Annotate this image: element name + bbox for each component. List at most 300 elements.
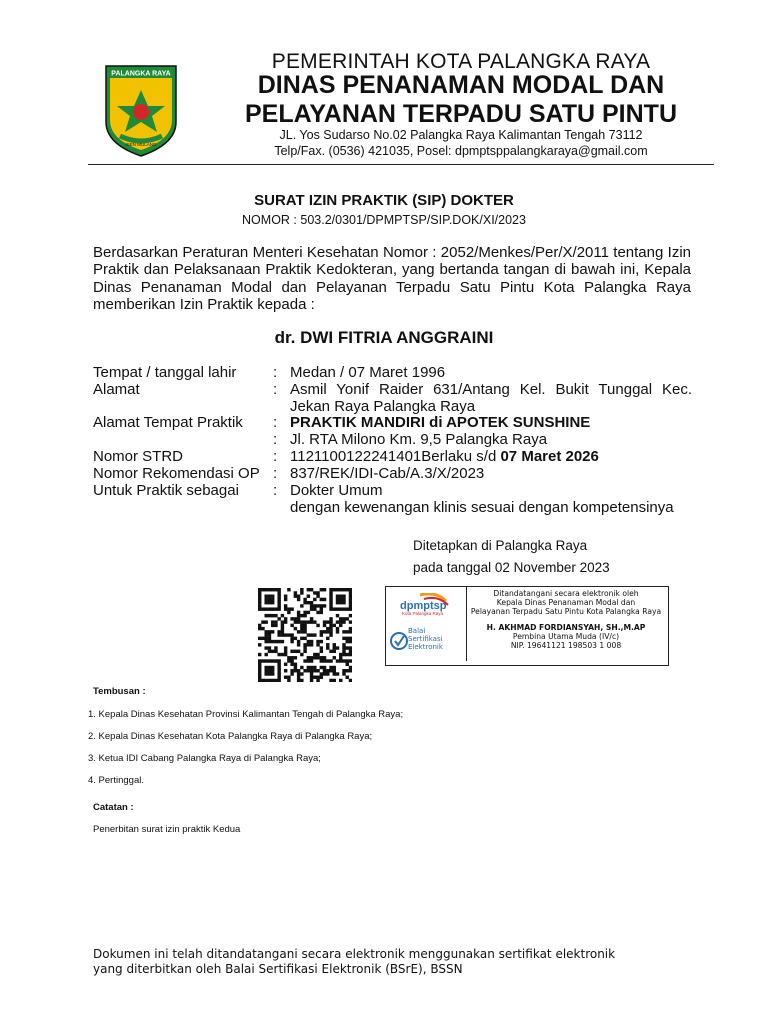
cc-title: Tembusan : [93, 686, 146, 697]
qr-module [277, 604, 280, 607]
qr-module [313, 620, 316, 623]
qr-module [333, 646, 336, 649]
qr-module [268, 614, 271, 617]
qr-module [349, 591, 352, 594]
qr-module [303, 643, 306, 646]
qr-module [264, 679, 267, 682]
qr-module [268, 598, 271, 601]
qr-module [284, 669, 287, 672]
qr-module [274, 640, 277, 643]
qr-module [271, 601, 274, 604]
qr-module [290, 617, 293, 620]
qr-module [258, 624, 261, 627]
qr-module [320, 646, 323, 649]
qr-module [323, 588, 326, 591]
qr-module [303, 620, 306, 623]
qr-module [258, 598, 261, 601]
qr-module [323, 656, 326, 659]
detail-value: Medan / 07 Maret 1996 [290, 364, 446, 381]
qr-module [336, 614, 339, 617]
qr-module [346, 659, 349, 662]
qr-module [268, 650, 271, 653]
qr-module [290, 672, 293, 675]
office-name-line1: DINAS PENANAMAN MODAL DAN [257, 71, 665, 99]
qr-module [300, 666, 303, 669]
qr-module [300, 604, 303, 607]
qr-module [300, 679, 303, 682]
qr-module [303, 598, 306, 601]
dpmptsp-logo-subtext: Kota Palangka Raya [402, 611, 444, 616]
qr-module [320, 656, 323, 659]
qr-module [329, 624, 332, 627]
qr-module [277, 617, 280, 620]
qr-code [258, 588, 352, 682]
qr-module [277, 630, 280, 633]
qr-module [333, 588, 336, 591]
qr-module [320, 604, 323, 607]
dpmptsp-logo-text: dpmptsp [400, 600, 447, 612]
logo-bottom-text: ISEN MULANG [125, 142, 157, 147]
qr-module [268, 594, 271, 597]
qr-module [307, 611, 310, 614]
detail-label: Nomor STRD [93, 448, 184, 465]
qr-module [316, 643, 319, 646]
qr-module [258, 666, 261, 669]
qr-module [346, 653, 349, 656]
qr-module [274, 646, 277, 649]
qr-module [346, 646, 349, 649]
qr-module [284, 604, 287, 607]
qr-module [294, 594, 297, 597]
qr-module [310, 643, 313, 646]
qr-module [310, 672, 313, 675]
qr-module [333, 656, 336, 659]
qr-module [258, 672, 261, 675]
qr-module [294, 669, 297, 672]
strd-valid-date: 07 Maret 2026 [500, 448, 599, 465]
qr-module [261, 588, 264, 591]
qr-module [326, 637, 329, 640]
qr-module [303, 637, 306, 640]
qr-module [320, 672, 323, 675]
qr-module [290, 633, 293, 636]
qr-module [281, 614, 284, 617]
qr-module [349, 607, 352, 610]
qr-module [297, 617, 300, 620]
office-address: JL. Yos Sudarso No.02 Palangka Raya Kalimantan Tengah 73112 [279, 128, 643, 142]
signer-rank: Pembina Utama Muda (IV/c) [512, 631, 620, 641]
qr-module [258, 607, 261, 610]
office-name-line2: PELAYANAN TERPADU SATU PINTU [245, 100, 677, 128]
qr-module [264, 601, 267, 604]
qr-module [346, 588, 349, 591]
qr-module [339, 617, 342, 620]
qr-module [290, 624, 293, 627]
signature-details [466, 587, 665, 661]
qr-module [320, 611, 323, 614]
detail-label: Nomor Rekomendasi OP [93, 465, 260, 482]
qr-module [268, 679, 271, 682]
qr-module [297, 650, 300, 653]
qr-module [303, 669, 306, 672]
dpmptsp-logo [390, 593, 462, 617]
qr-module [310, 659, 313, 662]
qr-module [271, 607, 274, 610]
qr-module [307, 666, 310, 669]
qr-module [349, 640, 352, 643]
qr-module [297, 643, 300, 646]
qr-module [264, 620, 267, 623]
qr-module [336, 601, 339, 604]
qr-module [339, 588, 342, 591]
qr-module [320, 630, 323, 633]
qr-module [336, 627, 339, 630]
qr-module [339, 653, 342, 656]
bse-label-line: Sertifikasi [408, 635, 443, 643]
qr-module [342, 601, 345, 604]
qr-module [339, 594, 342, 597]
qr-module [303, 646, 306, 649]
qr-module [264, 672, 267, 675]
qr-module [287, 679, 290, 682]
qr-module [274, 614, 277, 617]
qr-module [268, 659, 271, 662]
qr-module [310, 676, 313, 679]
qr-module [271, 598, 274, 601]
qr-module [294, 666, 297, 669]
qr-module [264, 659, 267, 662]
qr-module [264, 633, 267, 636]
qr-module [300, 637, 303, 640]
esign-line: Kepala Dinas Penanaman Modal dan [496, 598, 636, 608]
qr-module [339, 624, 342, 627]
qr-module [349, 666, 352, 669]
qr-module [316, 653, 319, 656]
intro-paragraph: Berdasarkan Peraturan Menteri Kesehatan Nomor : 2052/Menkes/Per/X/2011 tentang Izin Praktik dan Pelaksanaan Praktik Kedokteran, yang bertanda tangan di bawah ini, Kepala Dinas Penanaman Modal dan Pelayanan Terpadu Satu Pintu Kota Palangka Raya memberikan Izin Praktik kepada : [93, 244, 691, 313]
qr-module [303, 630, 306, 633]
detail-label: Alamat [93, 381, 140, 398]
qr-module [294, 620, 297, 623]
qr-module [323, 604, 326, 607]
detail-colon: : [273, 414, 278, 431]
qr-module [323, 624, 326, 627]
qr-module [349, 653, 352, 656]
qr-module [268, 672, 271, 675]
detail-colon: : [273, 364, 278, 381]
qr-module [336, 659, 339, 662]
qr-module [290, 669, 293, 672]
qr-module [277, 633, 280, 636]
logo-top-text: PALANGKA RAYA [111, 70, 171, 78]
qr-module [277, 591, 280, 594]
qr-module [290, 659, 293, 662]
qr-module [342, 646, 345, 649]
qr-module [333, 643, 336, 646]
qr-module [342, 650, 345, 653]
qr-module [329, 659, 332, 662]
qr-module [281, 630, 284, 633]
qr-module [342, 643, 345, 646]
qr-module [320, 598, 323, 601]
qr-module [310, 640, 313, 643]
qr-module [258, 627, 261, 630]
cc-item: 4. Pertinggal. [88, 775, 144, 786]
qr-module [346, 637, 349, 640]
qr-module [258, 588, 261, 591]
qr-module [261, 607, 264, 610]
cc-item: 3. Ketua IDI Cabang Palangka Raya di Palangka Raya; [88, 753, 321, 764]
qr-module [336, 672, 339, 675]
qr-module [336, 588, 339, 591]
qr-module [349, 679, 352, 682]
qr-module [297, 620, 300, 623]
qr-module [258, 659, 261, 662]
qr-module [297, 630, 300, 633]
qr-module [264, 607, 267, 610]
qr-module [290, 640, 293, 643]
letterhead-divider [88, 164, 714, 165]
qr-module [329, 633, 332, 636]
qr-module [277, 588, 280, 591]
document-number: NOMOR : 503.2/0301/DPMPTSP/SIP.DOK/XI/2023 [242, 213, 526, 227]
qr-module [287, 633, 290, 636]
qr-module [313, 591, 316, 594]
detail-value: Asmil Yonif Raider 631/Antang Kel. Bukit Tunggal Kec. Jekan Raya Palangka Raya [290, 381, 692, 415]
qr-module [284, 663, 287, 666]
qr-module [271, 588, 274, 591]
qr-module [333, 666, 336, 669]
qr-module [320, 633, 323, 636]
qr-module [326, 643, 329, 646]
qr-module [310, 669, 313, 672]
qr-module [307, 640, 310, 643]
qr-module [323, 666, 326, 669]
qr-module [268, 588, 271, 591]
qr-module [258, 601, 261, 604]
qr-module [349, 630, 352, 633]
qr-module [264, 630, 267, 633]
qr-module [297, 669, 300, 672]
qr-module [310, 617, 313, 620]
qr-module [271, 666, 274, 669]
qr-module [346, 630, 349, 633]
qr-module [268, 630, 271, 633]
detail-value-strd [290, 448, 692, 465]
qr-module [290, 650, 293, 653]
qr-module [268, 633, 271, 636]
qr-module [307, 659, 310, 662]
qr-module [271, 669, 274, 672]
qr-module [320, 666, 323, 669]
qr-module [316, 640, 319, 643]
qr-module [297, 676, 300, 679]
qr-module [316, 591, 319, 594]
qr-module [290, 656, 293, 659]
qr-module [303, 614, 306, 617]
qr-module [281, 620, 284, 623]
note-text: Penerbitan surat izin praktik Kedua [93, 824, 241, 835]
bse-label-line: Elektronik [408, 643, 443, 651]
qr-module [342, 630, 345, 633]
qr-module [342, 653, 345, 656]
qr-module [258, 604, 261, 607]
qr-module [339, 601, 342, 604]
qr-module [329, 650, 332, 653]
qr-module [281, 624, 284, 627]
qr-module [303, 624, 306, 627]
qr-module [316, 611, 319, 614]
qr-module [316, 679, 319, 682]
qr-module [313, 669, 316, 672]
qr-module [274, 650, 277, 653]
qr-module [274, 588, 277, 591]
detail-colon: : [273, 431, 278, 448]
qr-module [303, 611, 306, 614]
qr-module [258, 594, 261, 597]
qr-module [323, 630, 326, 633]
footer-line: yang diterbitkan oleh Balai Sertifikasi Elektronik (BSrE), BSSN [93, 962, 463, 976]
qr-module [261, 637, 264, 640]
detail-colon: : [273, 482, 278, 499]
qr-module [320, 588, 323, 591]
qr-module [313, 676, 316, 679]
qr-module [268, 601, 271, 604]
qr-module [300, 614, 303, 617]
qr-module [320, 640, 323, 643]
qr-module [271, 614, 274, 617]
qr-module [271, 594, 274, 597]
qr-module [349, 614, 352, 617]
detail-value: Dokter Umum [290, 482, 383, 499]
qr-module [300, 624, 303, 627]
qr-module [281, 627, 284, 630]
qr-module [336, 646, 339, 649]
esign-line: Pelayanan Terpadu Satu Pintu Kota Palangka Raya [470, 607, 662, 617]
qr-module [329, 588, 332, 591]
qr-module [349, 620, 352, 623]
note-title: Catatan : [93, 802, 134, 813]
qr-module [290, 637, 293, 640]
signer-name: H. AKHMAD FORDIANSYAH, SH.,M.AP [486, 622, 646, 632]
qr-module [297, 594, 300, 597]
document-title: SURAT IZIN PRAKTIK (SIP) DOKTER [254, 192, 514, 209]
qr-module [290, 607, 293, 610]
qr-module [336, 598, 339, 601]
qr-module [300, 627, 303, 630]
qr-module [274, 620, 277, 623]
qr-module [313, 653, 316, 656]
qr-module [342, 659, 345, 662]
qr-module [316, 594, 319, 597]
qr-module [268, 646, 271, 649]
qr-module [297, 614, 300, 617]
qr-module [307, 620, 310, 623]
qr-module [277, 659, 280, 662]
qr-module [277, 653, 280, 656]
qr-module [277, 607, 280, 610]
qr-module [320, 650, 323, 653]
issued-date: pada tanggal 02 November 2023 [413, 560, 610, 575]
qr-module [320, 659, 323, 662]
qr-module [349, 601, 352, 604]
qr-module [326, 627, 329, 630]
qr-module [316, 669, 319, 672]
qr-module [300, 588, 303, 591]
qr-module [264, 646, 267, 649]
qr-module [264, 588, 267, 591]
qr-module [320, 676, 323, 679]
qr-module [294, 591, 297, 594]
qr-module [342, 594, 345, 597]
qr-module [310, 588, 313, 591]
qr-module [336, 630, 339, 633]
qr-module [329, 669, 332, 672]
qr-module [281, 653, 284, 656]
qr-module [297, 640, 300, 643]
qr-module [346, 617, 349, 620]
signer-nip: NIP. 19641121 198503 1 008 [510, 641, 622, 651]
qr-module [329, 591, 332, 594]
qr-module [300, 620, 303, 623]
qr-module [284, 646, 287, 649]
qr-module [287, 656, 290, 659]
qr-module [261, 679, 264, 682]
qr-module [339, 679, 342, 682]
qr-module [284, 598, 287, 601]
qr-module [277, 640, 280, 643]
qr-module [264, 640, 267, 643]
qr-module [333, 624, 336, 627]
qr-module [277, 598, 280, 601]
qr-module [277, 676, 280, 679]
qr-module [346, 663, 349, 666]
qr-module [310, 679, 313, 682]
qr-module [297, 598, 300, 601]
qr-module [281, 633, 284, 636]
bse-label [408, 627, 443, 651]
qr-module [284, 676, 287, 679]
detail-colon: : [273, 465, 278, 482]
qr-module [333, 607, 336, 610]
qr-module [264, 598, 267, 601]
qr-module [336, 607, 339, 610]
qr-module [316, 604, 319, 607]
qr-module [346, 669, 349, 672]
qr-module [349, 637, 352, 640]
qr-module [349, 650, 352, 653]
qr-module [313, 598, 316, 601]
qr-module [287, 676, 290, 679]
qr-module [277, 672, 280, 675]
qr-module [339, 659, 342, 662]
qr-module [329, 601, 332, 604]
qr-module [316, 676, 319, 679]
qr-module [258, 637, 261, 640]
detail-value: dengan kewenangan klinis sesuai dengan kompetensinya [290, 499, 674, 516]
qr-module [310, 604, 313, 607]
detail-label: Tempat / tanggal lahir [93, 364, 237, 381]
qr-module [342, 617, 345, 620]
qr-module [284, 653, 287, 656]
qr-module [329, 617, 332, 620]
qr-module [307, 633, 310, 636]
qr-module [277, 669, 280, 672]
qr-module [310, 633, 313, 636]
qr-module [261, 620, 264, 623]
qr-module [349, 598, 352, 601]
qr-module [342, 598, 345, 601]
qr-module [284, 617, 287, 620]
